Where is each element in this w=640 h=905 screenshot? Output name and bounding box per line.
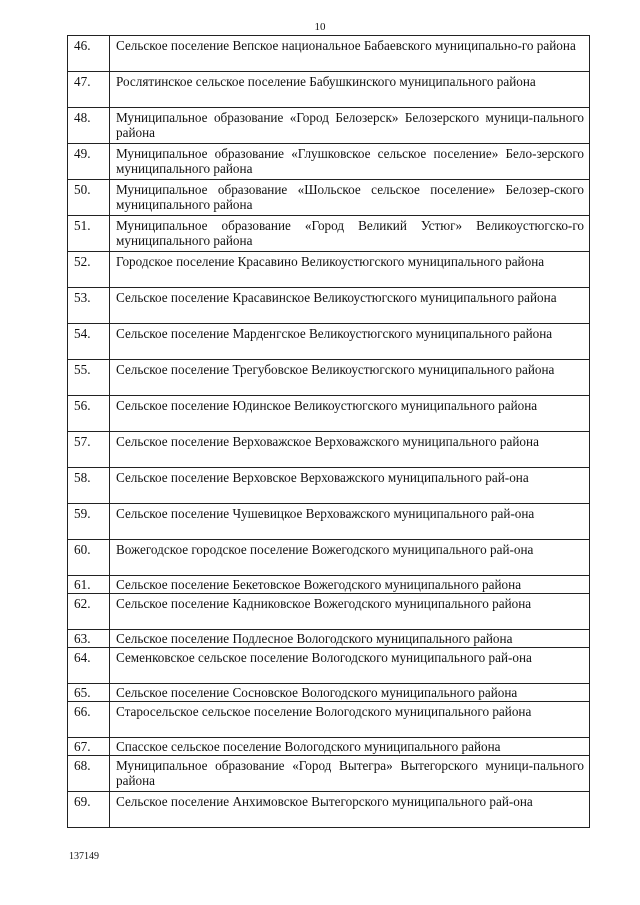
table-row <box>68 576 590 594</box>
row-text: Спасское сельское поселение Вологодского муниципального района <box>110 738 590 756</box>
table-row <box>68 594 590 630</box>
row-text: Старосельское сельское поселение Вологодского муниципального района <box>110 702 590 738</box>
row-number: 59. <box>68 504 110 540</box>
table-row <box>68 648 590 684</box>
table-row <box>68 144 590 180</box>
row-text: Сельское поселение Сосновское Вологодского муниципального района <box>110 684 590 702</box>
table-row <box>68 702 590 738</box>
row-number: 48. <box>68 108 110 144</box>
row-text: Вожегодское городское поселение Вожегодского муниципального рай-она <box>110 540 590 576</box>
row-number: 69. <box>68 792 110 828</box>
table-row <box>68 180 590 216</box>
row-number: 65. <box>68 684 110 702</box>
row-number: 57. <box>68 432 110 468</box>
row-number: 66. <box>68 702 110 738</box>
row-number: 52. <box>68 252 110 288</box>
table-row <box>68 630 590 648</box>
row-number: 56. <box>68 396 110 432</box>
row-number: 58. <box>68 468 110 504</box>
row-number: 55. <box>68 360 110 396</box>
row-text: Сельское поселение Верховажское Верховажского муниципального района <box>110 432 590 468</box>
row-text: Сельское поселение Трегубовское Великоустюгского муниципального района <box>110 360 590 396</box>
row-text: Муниципальное образование «Глушковское сельское поселение» Бело-зерского муниципального района <box>110 144 590 180</box>
row-text: Рослятинское сельское поселение Бабушкинского муниципального района <box>110 72 590 108</box>
table-row <box>68 396 590 432</box>
row-text: Сельское поселение Чушевицкое Верховажского муниципального рай-она <box>110 504 590 540</box>
row-text: Сельское поселение Кадниковское Вожегодского муниципального района <box>110 594 590 630</box>
table-row <box>68 432 590 468</box>
table-row <box>68 72 590 108</box>
table-row <box>68 792 590 828</box>
row-number: 46. <box>68 36 110 72</box>
table-row <box>68 252 590 288</box>
row-number: 47. <box>68 72 110 108</box>
page-number: 10 <box>314 21 326 33</box>
row-number: 64. <box>68 648 110 684</box>
row-text: Муниципальное образование «Город Великий Устюг» Великоустюгско-го муниципального района <box>110 216 590 252</box>
row-text: Городское поселение Красавино Великоустюгского муниципального района <box>110 252 590 288</box>
row-number: 51. <box>68 216 110 252</box>
row-text: Муниципальное образование «Город Вытегра» Вытегорского муници-пального района <box>110 756 590 792</box>
row-number: 67. <box>68 738 110 756</box>
row-number: 68. <box>68 756 110 792</box>
table-row <box>68 108 590 144</box>
table-row <box>68 288 590 324</box>
table-row <box>68 360 590 396</box>
table-row <box>68 504 590 540</box>
row-number: 54. <box>68 324 110 360</box>
row-text: Сельское поселение Верховское Верховажского муниципального рай-она <box>110 468 590 504</box>
row-number: 62. <box>68 594 110 630</box>
row-text: Сельское поселение Анхимовское Вытегорского муниципального рай-она <box>110 792 590 828</box>
row-text: Сельское поселение Марденгское Великоустюгского муниципального района <box>110 324 590 360</box>
row-number: 50. <box>68 180 110 216</box>
row-text: Сельское поселение Красавинское Великоустюгского муниципального района <box>110 288 590 324</box>
table-row <box>68 738 590 756</box>
row-text: Сельское поселение Бекетовское Вожегодского муниципального района <box>110 576 590 594</box>
row-text: Сельское поселение Подлесное Вологодского муниципального района <box>110 630 590 648</box>
row-number: 60. <box>68 540 110 576</box>
row-text: Сельское поселение Вепское национальное Бабаевского муниципально-го района <box>110 36 590 72</box>
table-row <box>68 36 590 72</box>
table-row <box>68 216 590 252</box>
table-row <box>68 756 590 792</box>
row-text: Муниципальное образование «Шольское сельское поселение» Белозер-ского муниципального района <box>110 180 590 216</box>
table-row <box>68 468 590 504</box>
table-row <box>68 540 590 576</box>
table-row <box>68 324 590 360</box>
row-text: Семенковское сельское поселение Вологодского муниципального рай-она <box>110 648 590 684</box>
row-text: Муниципальное образование «Город Белозерск» Белозерского муници-пального района <box>110 108 590 144</box>
settlements-table <box>67 35 590 828</box>
row-number: 49. <box>68 144 110 180</box>
row-number: 63. <box>68 630 110 648</box>
row-text: Сельское поселение Юдинское Великоустюгского муниципального района <box>110 396 590 432</box>
row-number: 61. <box>68 576 110 594</box>
table-row <box>68 684 590 702</box>
document-code: 137149 <box>69 851 99 862</box>
row-number: 53. <box>68 288 110 324</box>
